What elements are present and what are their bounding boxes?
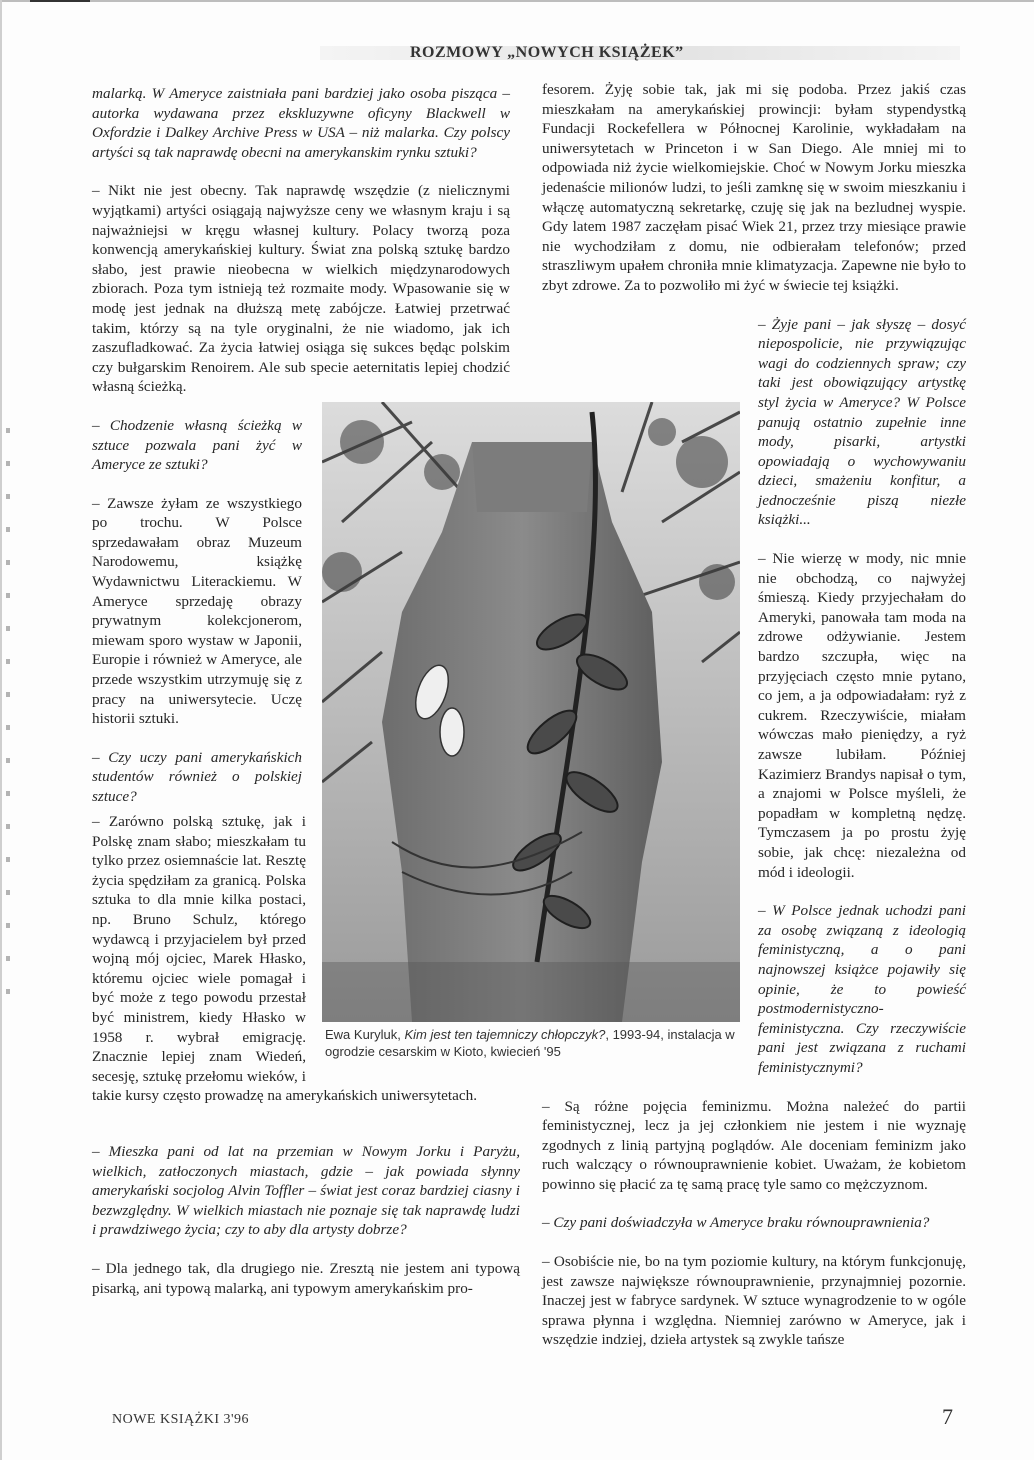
question-4: – Mieszka pani od lat na przemian w Nowym Jorku i Paryżu, wielkich, zatłoczonych miastach, gdzie – jak powiada słynny amerykański socjolog Alvin Toffler – świat jest coraz bardziej ciasny i bezwzględny. W wielkich miastach nie poznaje się tak naprawdę ludzi i prawdziwego życia; czy to aby dla artysty dobrze? — [92, 1143, 520, 1239]
question-5: – Żyje pani – jak słyszę – dosyć niepospolicie, nie przywiązując wagi do codziennych spraw; czy taki jest obowiązujący artystkę styl życia w Ameryce? W Polsce panują ostatnio zupełnie inne mody, pisarki, artystki opowiadają o wychowywaniu dzieci, smażeniu konfitur, a jednocześnie piszą niezłe książki... — [758, 315, 966, 529]
left-narrow-block — [92, 416, 302, 807]
running-header: ROZMOWY „NOWYCH KSIĄŻEK” — [410, 44, 684, 61]
question-2: – Chodzenie własną ścieżką w sztuce pozwala pani żyć w Ameryce ze sztuki? — [92, 416, 302, 474]
scan-mark — [30, 0, 90, 8]
answer-4-continued: fesorem. Żyję sobie tak, jak mi się podoba. Przez jakiś czas mieszkałam na amerykańskiej prowincji: byłam stypendystką Fundacji Rockefellera w Północnej Karolinie, wykładałam na uniwersytetach w Princeton i w San Diego. Ale mniej mi to odpowiada niż życie wielkomiejskie. Choć w Nowym Jorku mieszka jedenaście milionów ludzi, to jeśli zamknę się w swoim mieszkaniu i włączę automatyczną sekretarkę, czuję się jak na bezludnej wyspie. Gdy latem 1987 zaczęłam pisać Wiek 21, przez trzy miesiące prawie nie wychodziłam z domu, nie odbierałam telefonów; przed straszliwym upałem chroniła mnie klimatyzacja. Zapewne nie było to zbyt zdrowe. Za to pozwoliło mi żyć w świecie tej książki. — [542, 81, 966, 294]
caption-author: Ewa Kuryluk, — [325, 1027, 405, 1042]
margin-ticks — [6, 400, 10, 1020]
scan-edge-top — [0, 0, 1034, 2]
answer-6: – Są różne pojęcia feminizmu. Można należeć do partii feministycznej, lecz ja jej członkiem nie jestem i nie wyznaję zgodnych z linią partyjną poglądów. Ale doceniam feminizm jako ruch walczący o równouprawnienie kobiet. Uważam, że kobietom powinno się płacić za tę samą pracę tyle samo co mężczyznom. — [542, 1097, 966, 1193]
answer-7: – Osobiście nie, bo na tym poziomie kultury, na którym funkcjonuję, jest zawsze największe równouprawnienie, przynajmniej pozornie. Inaczej jest w fabryce sardynek. W sztuce wynagrodzenie to w ogóle sprawa płynna i względna. Niemniej zarówno w Ameryce, jak i wszędzie indziej, dzieła artystek są zwykle tańsze — [542, 1253, 966, 1349]
photo-caption — [325, 1026, 755, 1060]
question-3: – Czy uczy pani amerykańskich studentów również o polskiej sztuce? — [92, 748, 302, 805]
answer-1: – Nikt nie jest obecny. Tak naprawdę wszędzie (z nielicznymi wyjątkami) artyści osiągają najwyższe ceny we własnym kraju i są najważniejsi w kręgu własnej kultury. Polacy tworzą poza konwencją amerykańskiej kultury. Świat zna polską sztukę bardzo słabo, jest prawie nieobecna w wielkich międzynarodowych zbiorach. Poza tym istnieją też rozmaite mody. Wpasowanie się w modę jest jednak na dłuższą metę zabójcze. Łatwiej przetrwać takim, którzy są na tyle oryginalni, że nie wiadomo, jak ich zaszufladkować. Za życia łatwiej osiąga się sukces będąc polskim czy bułgarskim Renoirem. Ale sub specie aeternitatis lepiej chodzić własną ścieżką. — [92, 182, 510, 396]
sculpture-photo-icon — [322, 402, 740, 1022]
question-6: – W Polsce jednak uchodzi pani za osobę związaną z ideologią feministyczną, a o pani najnowszej książce pojawiły się opinie, że to powieść postmodernistyczno-feministyczna. Czy rzeczywiście pani jest związana z ruchami feministycznymi? — [758, 902, 966, 1076]
answer-4: – Dla jednego tak, dla drugiego nie. Zresztą nie jestem ani typową pisarką, ani typową malarką, ani typowym amerykańskim pro- — [92, 1259, 520, 1297]
footer-journal: NOWE KSIĄŻKI 3'96 — [112, 1412, 250, 1427]
page-number: 7 — [942, 1404, 953, 1429]
caption-title: Kim jest ten tajemniczy chłopczyk? — [404, 1027, 606, 1042]
question-7: – Czy pani doświadczyła w Ameryce braku równouprawnienia? — [542, 1214, 930, 1232]
sculpture-photo — [322, 402, 740, 1022]
answer-2: – Zawsze żyłam ze wszystkiego po trochu. W Polsce sprzedawałam obraz Muzeum Narodowemu, książkę Wydawnictwu Literackiemu. W Ameryce sprzedaję obrazy prywatnym kolekcjonerom, miewam sporo wystaw w Japonii, Europie i również w Ameryce, ale przede wszystkim utrzymuję się z pracy na uniwersytecie. Uczę historii sztuki. — [92, 494, 302, 728]
caption-details: , 1993-94, instalacja w ogrodzie cesarskim w Kioto, kwiecień '95 — [325, 1027, 735, 1059]
question-1: malarką. W Ameryce zaistniała pani bardziej jako osoba pisząca – autorka wydawana przez ekskluzywne oficyny Blackwell w Oxfordzie i Dalkey Archive Press w USA – niż malarka. Czy polscy artyści są tak naprawdę obecni na amerykanskim rynku sztuki? — [92, 85, 510, 161]
answer-5: – Nie wierzę w mody, nic mnie nie obchodzą, co najwyżej śmieszą. Kiedy przyjechałam do Ameryki, panowała tam moda na zdrowe odżywianie. Jestem bardzo szczupła, więc na przyjęciach często mnie pytano, co jem, a ja odpowiadałam: ryż z cukrem. Rzeczywiście, miałam wówczas mało pieniędzy, a ryż zawsze lubiłam. Później Kazimierz Brandys napisał o tym, a znajomi w Polsce myśleli, że popadłam w kompletną nędzę. Tymczasem ja po prostu żyję sobie, jak chcę: niezależna od mód i ideologii. — [758, 550, 966, 881]
answer-3: – Zarówno polską sztukę, jak i Polskę znam słabo; mieszkałam tu tylko przez osiemnaście lat. Resztę życia spędziłam za granicą. Polska sztuka to dla mnie kilka postaci, np. Bruno Schulz, którego wydawcą i przyjacielem był przed wojną mój ojciec, Marek Hłasko, któremu ojciec wiele pomagał i być może z tego powodu przestał być ministrem, kiedy Hłasko w 1958 r. wybrał emigrację. Znacznie lepiej znam Wiedeń, secesję, sztukę przełomu wieków, i takie kursy często prowadzę na amerykańskich uniwersytetach. — [92, 813, 478, 1105]
scan-edge-left — [0, 0, 2, 1460]
left-column-bottom — [92, 1142, 520, 1317]
